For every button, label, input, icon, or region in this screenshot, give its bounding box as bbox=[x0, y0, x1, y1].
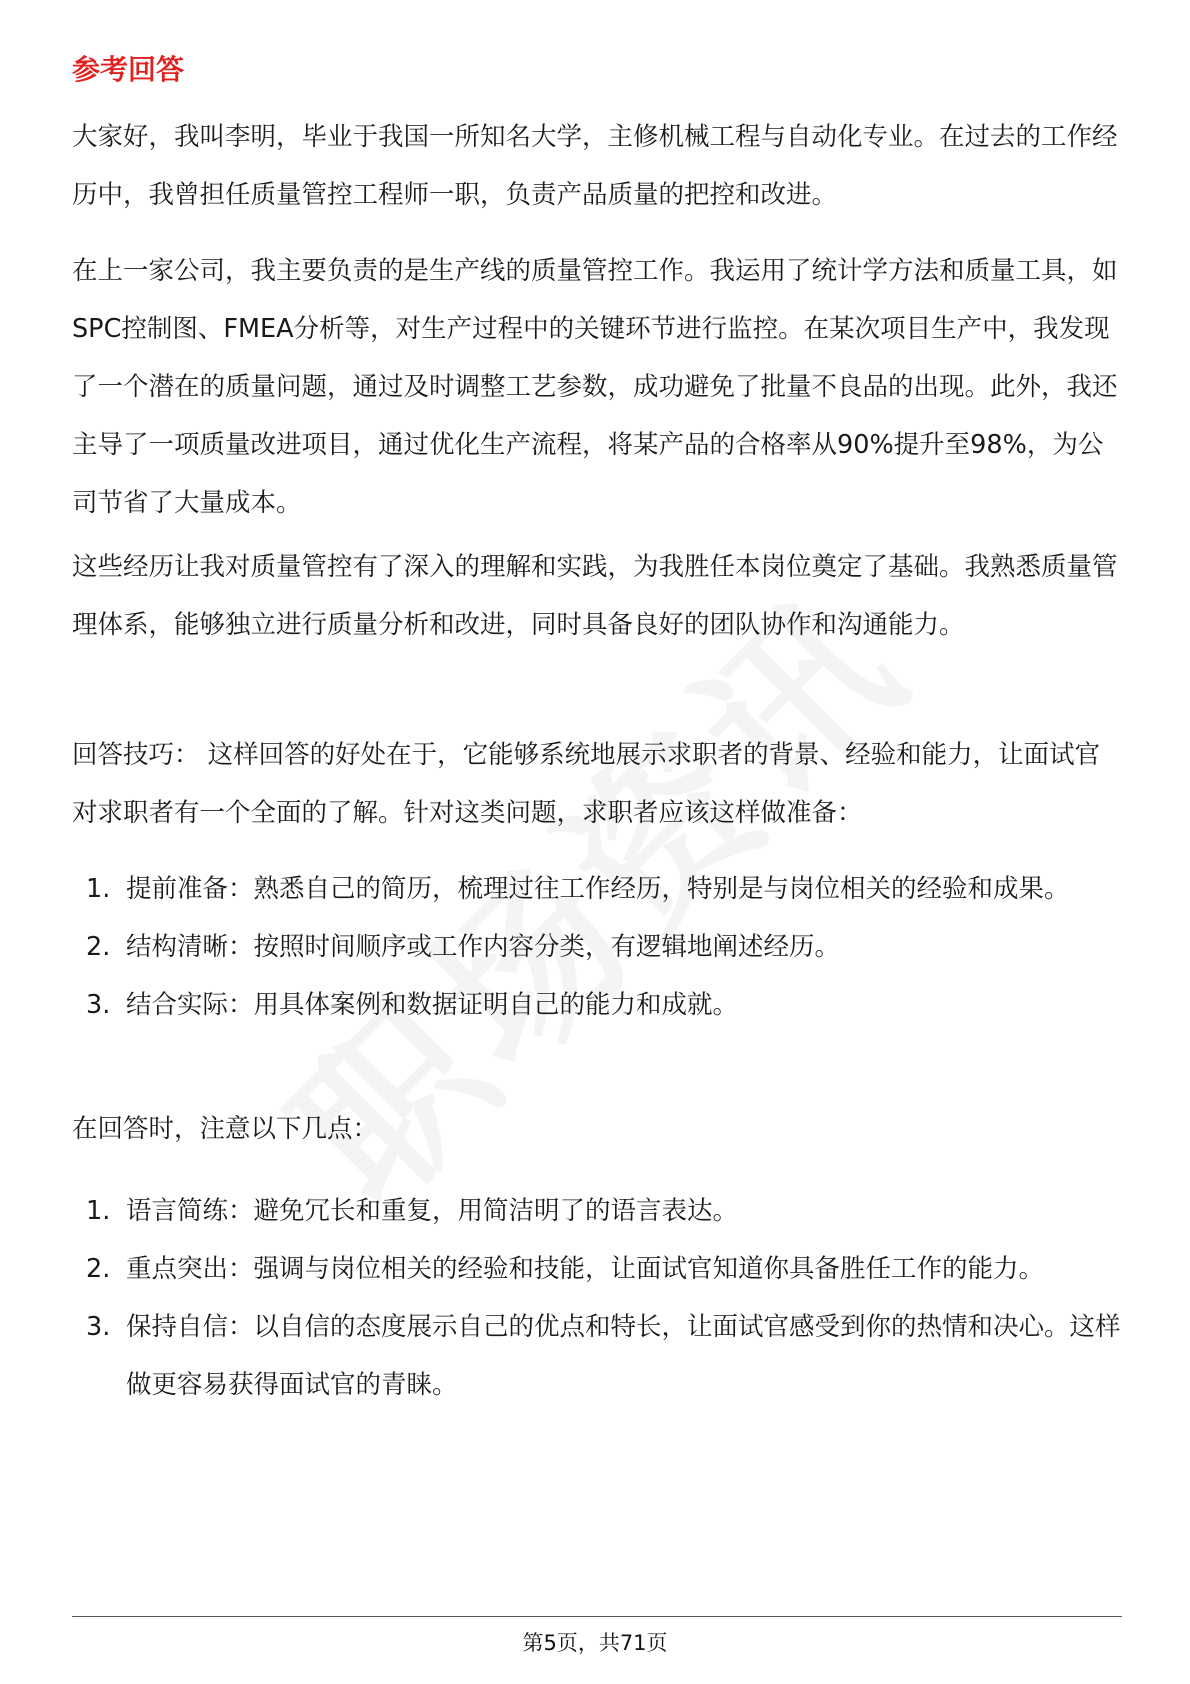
paragraph-experience: 在上一家公司，我主要负责的是生产线的质量管控工作。我运用了统计学方法和质量工具，如SPC控制图、FMEA分析等，对生产过程中的关键环节进行监控。在某次项目生产中，我发现了一个潜在的质量问题，通过及时调整工艺参数，成功避免了批量不良品的出现。此外，我还主导了一项质量改进项目，通过优化生产流程，将某产品的合格率从90%提升至98%，为公司节省了大量成本。 bbox=[72, 256, 1118, 518]
paragraph-intro: 大家好，我叫李明，毕业于我国一所知名大学，主修机械工程与自动化专业。在过去的工作经历中，我曾担任质量管控工程师一职，负责产品质量的把控和改进。 bbox=[72, 122, 1118, 210]
list-number: 3. bbox=[86, 990, 111, 1020]
list-item bbox=[72, 1298, 1122, 1414]
list-item-text: 提前准备：熟悉自己的简历，梳理过往工作经历，特别是与岗位相关的经验和成果。 bbox=[126, 874, 1070, 904]
list-item-text: 重点突出：强调与岗位相关的经验和技能，让面试官知道你具备胜任工作的能力。 bbox=[126, 1254, 1045, 1284]
footer-divider bbox=[72, 1616, 1122, 1617]
list-item bbox=[72, 918, 1122, 976]
list-item-text: 语言简练：避免冗长和重复，用简洁明了的语言表达。 bbox=[126, 1196, 739, 1226]
list-item bbox=[72, 1240, 1122, 1298]
list-number: 1. bbox=[86, 1196, 111, 1226]
paragraph-tips: 回答技巧： 这样回答的好处在于，它能够系统地展示求职者的背景、经验和能力，让面试官对求职者有一个全面的了解。针对这类问题，求职者应该这样做准备： bbox=[72, 740, 1101, 828]
list-number: 3. bbox=[86, 1312, 111, 1342]
section-heading: 参考回答 bbox=[72, 53, 185, 86]
paragraph-summary: 这些经历让我对质量管控有了深入的理解和实践，为我胜任本岗位奠定了基础。我熟悉质量管理体系，能够独立进行质量分析和改进，同时具备良好的团队协作和沟通能力。 bbox=[72, 552, 1118, 640]
list-item bbox=[72, 860, 1122, 918]
list-item-text: 保持自信：以自信的态度展示自己的优点和特长，让面试官感受到你的热情和决心。这样做更容易获得面试官的青睐。 bbox=[126, 1312, 1121, 1400]
list-number: 2. bbox=[86, 932, 111, 962]
prep-list bbox=[72, 860, 1122, 1034]
list-item bbox=[72, 976, 1122, 1034]
list-item bbox=[72, 1182, 1122, 1240]
list-number: 2. bbox=[86, 1254, 111, 1284]
paragraph-notes-intro: 在回答时，注意以下几点： bbox=[72, 1114, 379, 1144]
list-item-text: 结合实际：用具体案例和数据证明自己的能力和成就。 bbox=[126, 990, 739, 1020]
notes-list bbox=[72, 1182, 1122, 1414]
page-number: 第5页，共71页 bbox=[522, 1631, 668, 1655]
list-item-text: 结构清晰：按照时间顺序或工作内容分类，有逻辑地阐述经历。 bbox=[126, 932, 841, 962]
list-number: 1. bbox=[86, 874, 111, 904]
